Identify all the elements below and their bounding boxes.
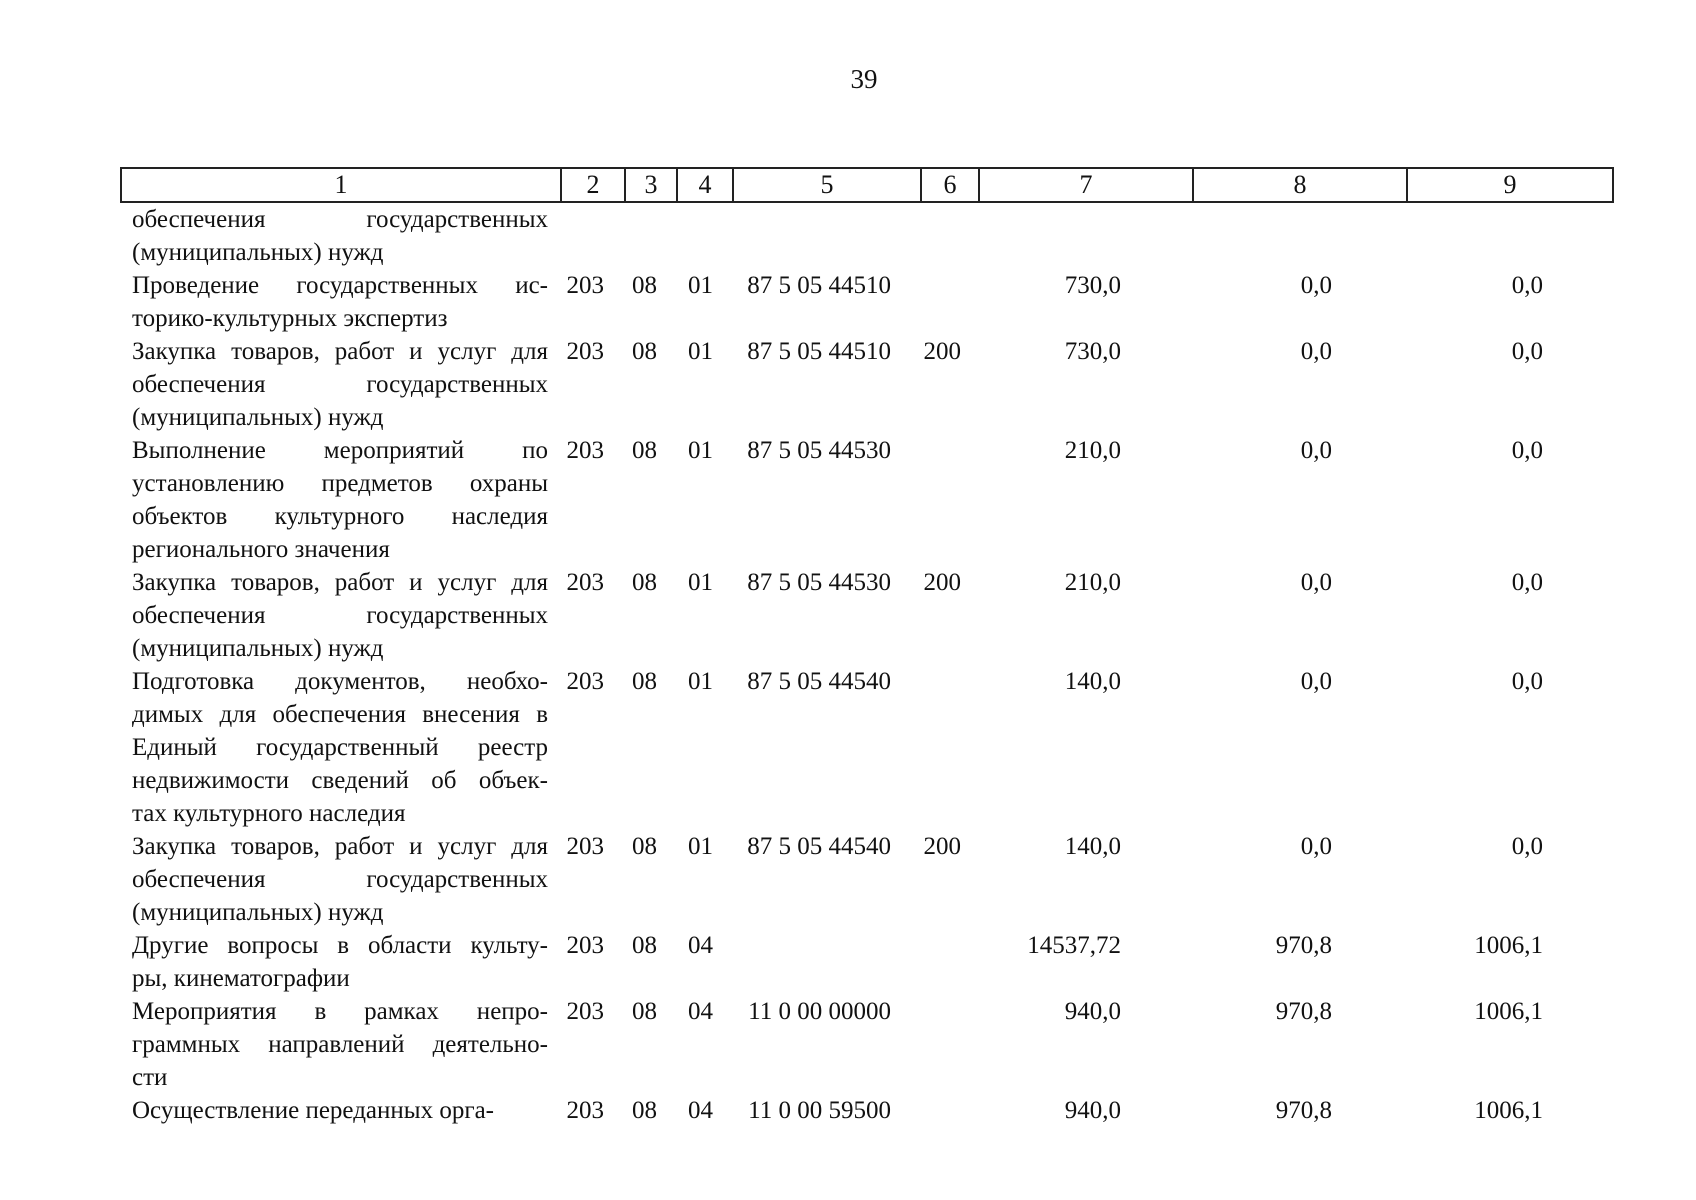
row-cell-c9: 1006,1 <box>1474 932 1543 959</box>
row-cell-c4: 01 <box>688 668 713 695</box>
row-cell-c2 <box>548 203 604 269</box>
row-cell-c4: 01 <box>688 833 713 860</box>
row-cell-c4: 01 <box>688 437 713 464</box>
row-cell-c6: 200 <box>923 569 961 596</box>
page-number: 39 <box>850 64 878 94</box>
row-cell-c7: 940,0 <box>1064 1097 1121 1124</box>
row-cell-c8: 970,8 <box>1275 1097 1332 1124</box>
row-cell-c6 <box>891 1094 961 1127</box>
row-cell-c8: 0,0 <box>1300 272 1332 299</box>
row-cell-c3: 08 <box>632 1097 657 1124</box>
description-line: Подготовка документов, необхо- <box>132 668 548 695</box>
row-cell-c5: 87 5 05 44540 <box>747 833 891 860</box>
row-cell-c4: 04 <box>688 1097 713 1124</box>
row-cell-c2: 203 <box>566 1097 604 1124</box>
row-cell-c6 <box>891 929 961 995</box>
row-cell-c7: 140,0 <box>1064 833 1121 860</box>
row-cell-c5: 87 5 05 44530 <box>747 569 891 596</box>
row-cell-c4: 01 <box>688 569 713 596</box>
header-col-5: 5 <box>733 168 921 202</box>
row-cell-c9: 1006,1 <box>1474 1097 1543 1124</box>
row-cell-c8: 0,0 <box>1300 569 1332 596</box>
description-line: обеспечения государственных <box>132 866 548 893</box>
row-cell-c5: 11 0 00 59500 <box>748 1097 891 1124</box>
row-cell-c4: 04 <box>688 998 713 1025</box>
header-col-2: 2 <box>561 168 625 202</box>
row-cell-c2: 203 <box>566 437 604 464</box>
description-line: ры, кинематографии <box>132 965 350 992</box>
row-cell-c8: 0,0 <box>1300 437 1332 464</box>
row-cell-c7: 940,0 <box>1064 998 1121 1025</box>
table-row <box>120 434 1543 566</box>
table-row <box>120 929 1543 995</box>
description-line: тах культурного наследия <box>132 800 406 827</box>
row-cell-c6: 200 <box>923 338 961 365</box>
row-cell-c3: 08 <box>632 569 657 596</box>
row-cell-c5: 87 5 05 44510 <box>747 338 891 365</box>
row-cell-c7: 140,0 <box>1064 668 1121 695</box>
row-cell-c4: 01 <box>688 272 713 299</box>
row-cell-c2: 203 <box>566 338 604 365</box>
table-row <box>120 203 1543 269</box>
row-cell-c3: 08 <box>632 932 657 959</box>
row-cell-c7: 730,0 <box>1064 338 1121 365</box>
description-line: регионального значения <box>132 536 390 563</box>
description-line: Проведение государственных ис- <box>132 272 548 299</box>
description-line: (муниципальных) нужд <box>132 239 384 266</box>
row-cell-c8: 970,8 <box>1275 998 1332 1025</box>
row-cell-c6 <box>891 203 961 269</box>
row-cell-c5: 11 0 00 00000 <box>748 998 891 1025</box>
description-line: недвижимости сведений об объек- <box>132 767 548 794</box>
row-description <box>120 995 548 1094</box>
row-cell-c6 <box>891 434 961 566</box>
header-col-9: 9 <box>1407 168 1613 202</box>
row-cell-c5 <box>713 929 891 995</box>
row-cell-c9 <box>1332 203 1543 269</box>
row-cell-c5 <box>713 203 891 269</box>
header-col-3: 3 <box>625 168 677 202</box>
header-col-4: 4 <box>677 168 733 202</box>
row-cell-c7: 14537,72 <box>1027 932 1121 959</box>
table-row <box>120 995 1543 1094</box>
row-cell-c3: 08 <box>632 998 657 1025</box>
row-cell-c2: 203 <box>566 833 604 860</box>
row-cell-c9: 0,0 <box>1511 437 1543 464</box>
description-line: (муниципальных) нужд <box>132 404 384 431</box>
row-cell-c6 <box>891 665 961 830</box>
description-line: (муниципальных) нужд <box>132 635 384 662</box>
row-description <box>120 335 548 434</box>
description-line: торико-культурных экспертиз <box>132 305 448 332</box>
table-row <box>120 1094 1543 1127</box>
row-cell-c3: 08 <box>632 668 657 695</box>
row-description <box>120 203 548 269</box>
row-description <box>120 566 548 665</box>
description-line: Мероприятия в рамках непро- <box>132 998 548 1025</box>
row-cell-c4: 04 <box>688 932 713 959</box>
row-description <box>120 830 548 929</box>
row-cell-c3 <box>604 203 657 269</box>
row-cell-c3: 08 <box>632 833 657 860</box>
row-cell-c8 <box>1121 203 1332 269</box>
row-cell-c7: 210,0 <box>1064 569 1121 596</box>
table-header <box>120 167 1614 203</box>
header-col-6: 6 <box>921 168 979 202</box>
row-cell-c9: 1006,1 <box>1474 998 1543 1025</box>
row-cell-c4 <box>657 203 713 269</box>
row-cell-c2: 203 <box>566 998 604 1025</box>
row-cell-c9: 0,0 <box>1511 668 1543 695</box>
description-line: (муниципальных) нужд <box>132 899 384 926</box>
description-line: Закупка товаров, работ и услуг для <box>132 569 548 596</box>
row-cell-c6: 200 <box>923 833 961 860</box>
row-cell-c9: 0,0 <box>1511 569 1543 596</box>
row-description <box>120 434 548 566</box>
row-cell-c3: 08 <box>632 272 657 299</box>
row-cell-c8: 0,0 <box>1300 338 1332 365</box>
row-cell-c3: 08 <box>632 338 657 365</box>
row-cell-c8: 0,0 <box>1300 833 1332 860</box>
description-line: Осуществление переданных орга- <box>132 1097 494 1124</box>
row-cell-c9: 0,0 <box>1511 272 1543 299</box>
row-description <box>120 665 548 830</box>
row-cell-c8: 0,0 <box>1300 668 1332 695</box>
header-col-8: 8 <box>1193 168 1407 202</box>
row-cell-c2: 203 <box>566 932 604 959</box>
table-row <box>120 566 1543 665</box>
row-cell-c6 <box>891 269 961 335</box>
description-line: Закупка товаров, работ и услуг для <box>132 833 548 860</box>
row-cell-c7: 730,0 <box>1064 272 1121 299</box>
row-cell-c5: 87 5 05 44540 <box>747 668 891 695</box>
description-line: Единый государственный реестр <box>132 734 548 761</box>
table-row <box>120 665 1543 830</box>
row-cell-c3: 08 <box>632 437 657 464</box>
description-line: объектов культурного наследия <box>132 503 548 530</box>
row-cell-c6 <box>891 995 961 1094</box>
description-line: Другие вопросы в области культу- <box>132 932 548 959</box>
row-cell-c5: 87 5 05 44510 <box>747 272 891 299</box>
row-cell-c8: 970,8 <box>1275 932 1332 959</box>
table-row <box>120 830 1543 929</box>
row-cell-c9: 0,0 <box>1511 338 1543 365</box>
description-line: Выполнение мероприятий по <box>132 437 548 464</box>
row-cell-c2: 203 <box>566 272 604 299</box>
row-cell-c2: 203 <box>566 668 604 695</box>
row-description <box>120 269 548 335</box>
description-line: обеспечения государственных <box>132 602 548 629</box>
row-cell-c9: 0,0 <box>1511 833 1543 860</box>
table-row <box>120 335 1543 434</box>
row-cell-c5: 87 5 05 44530 <box>747 437 891 464</box>
table-body <box>120 203 1543 1127</box>
row-cell-c7: 210,0 <box>1064 437 1121 464</box>
row-cell-c7 <box>961 203 1121 269</box>
description-line: установлению предметов охраны <box>132 470 548 497</box>
table-row <box>120 269 1543 335</box>
description-line: граммных направлений деятельно- <box>132 1031 548 1058</box>
description-line: димых для обеспечения внесения в <box>132 701 548 728</box>
row-description <box>120 929 548 995</box>
row-description <box>120 1094 548 1127</box>
header-col-1: 1 <box>121 168 561 202</box>
row-cell-c4: 01 <box>688 338 713 365</box>
header-col-7: 7 <box>979 168 1193 202</box>
description-line: сти <box>132 1064 168 1091</box>
description-line: Закупка товаров, работ и услуг для <box>132 338 548 365</box>
description-line: обеспечения государственных <box>132 371 548 398</box>
description-line: обеспечения государственных <box>132 206 548 233</box>
row-cell-c2: 203 <box>566 569 604 596</box>
